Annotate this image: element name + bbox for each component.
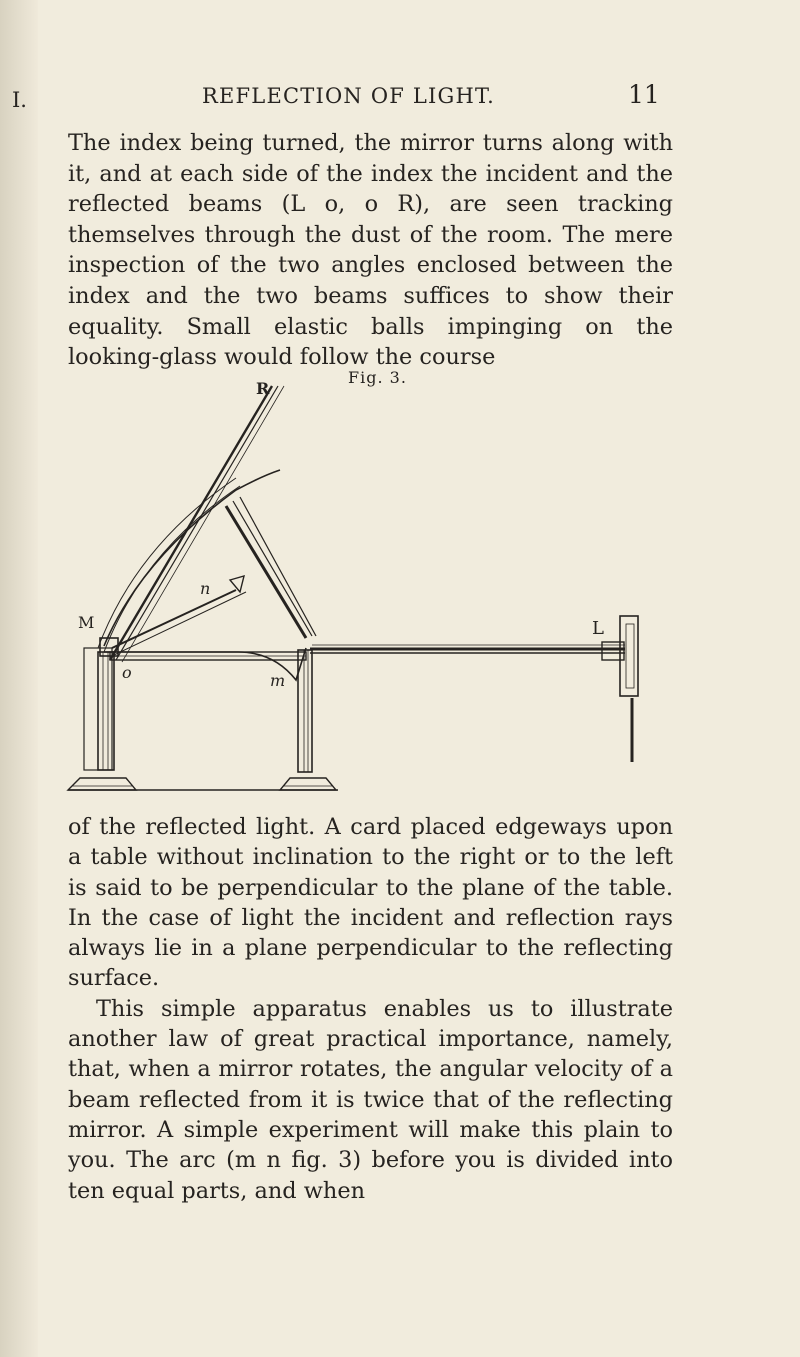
arc-m-n (98, 470, 306, 680)
figure-3-apparatus (0, 380, 800, 800)
label-M: M (78, 613, 95, 632)
chapter-number: I. (12, 88, 27, 112)
continuation-paragraph: of the reflected light. A card placed edgeways upon a table without inclination to the right or to the left is said to be perpendicular to the plane of the table. In the case of light the incident and reflection rays always lie in a plane perpendicular to the reflecting surface. (68, 814, 673, 992)
page-number: 11 (628, 80, 660, 109)
label-m: m (270, 671, 286, 690)
top-text-block (68, 128, 673, 373)
label-o: o (122, 663, 132, 682)
running-header (0, 80, 800, 120)
label-L: L (592, 618, 604, 639)
top-paragraph: The index being turned, the mirror turns along with it, and at each side of the index the incident and the reflected beams (L o, o R), are seen tracking themselves through the dust of the room. The mere inspection of the two angles enclosed between the index and the two beams suffices to show their equality. Small elastic balls impinging on the looking-glass would follow the course (68, 130, 673, 371)
running-title: REFLECTION OF LIGHT. (202, 84, 496, 108)
new-paragraph: This simple apparatus enables us to illustrate another law of great practical importance, namely, that, when a mirror rotates, the angular velocity of a beam reflected from it is twice that of the reflecting mirror. A simple experiment will make this plain to you. The arc (m n fig. 3) before you is divided into ten equal parts, and when (68, 995, 673, 1204)
figure-caption: Fig. 3. (348, 368, 407, 387)
label-n: n (200, 579, 211, 598)
bottom-text-block (68, 812, 673, 1206)
label-R: R (256, 380, 270, 398)
